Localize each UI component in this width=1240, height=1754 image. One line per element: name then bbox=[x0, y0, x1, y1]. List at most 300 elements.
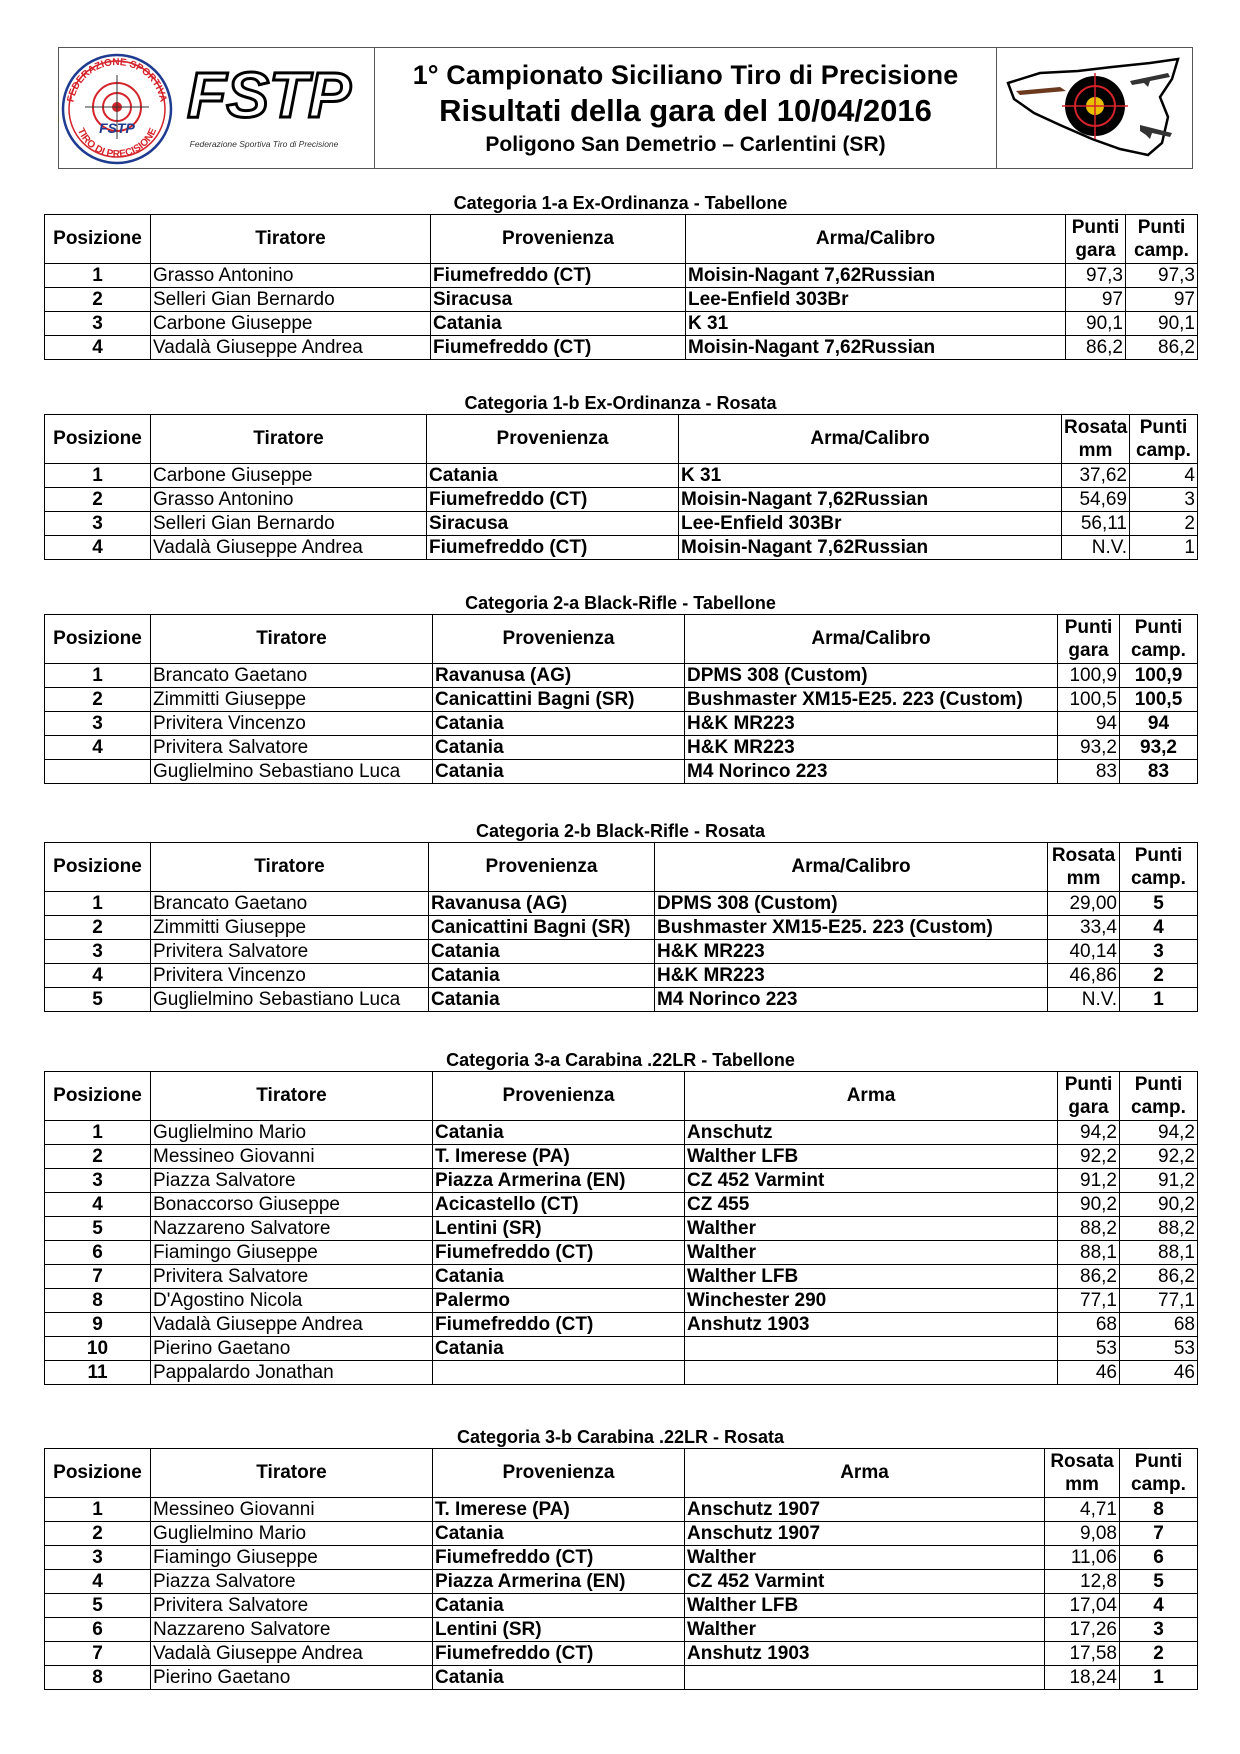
table-row bbox=[45, 1169, 1198, 1193]
cell-origin: Catania bbox=[429, 964, 655, 988]
cell-position: 7 bbox=[45, 1642, 151, 1666]
cell-origin: Fiumefreddo (CT) bbox=[433, 1313, 685, 1337]
cell-shooter: Pierino Gaetano bbox=[151, 1337, 433, 1361]
cell-position: 2 bbox=[45, 288, 151, 312]
cell-weapon bbox=[685, 1666, 1045, 1690]
cell-weapon: Walther LFB bbox=[685, 1265, 1058, 1289]
col-provenienza: Provenienza bbox=[429, 843, 655, 892]
cell-shooter: Guglielmino Sebastiano Luca bbox=[151, 760, 433, 784]
cell-weapon: Moisin-Nagant 7,62Russian bbox=[679, 488, 1062, 512]
cell-origin: Lentini (SR) bbox=[433, 1217, 685, 1241]
table-row bbox=[45, 536, 1198, 560]
col-tiratore: Tiratore bbox=[151, 843, 429, 892]
cell-origin: Siracusa bbox=[427, 512, 679, 536]
cell-score: 18,24 bbox=[1045, 1666, 1120, 1690]
col-tiratore: Tiratore bbox=[151, 415, 427, 464]
cell-position: 1 bbox=[45, 664, 151, 688]
table-row bbox=[45, 1498, 1198, 1522]
cell-weapon: Moisin-Nagant 7,62Russian bbox=[679, 536, 1062, 560]
cell-shooter: Nazzareno Salvatore bbox=[151, 1618, 433, 1642]
cell-weapon: Anshutz 1903 bbox=[685, 1313, 1058, 1337]
cell-score: 83 bbox=[1058, 760, 1120, 784]
cell-origin: Catania bbox=[433, 1522, 685, 1546]
cell-shooter: Privitera Vincenzo bbox=[151, 712, 433, 736]
cell-shooter: Vadalà Giuseppe Andrea bbox=[151, 536, 427, 560]
cell-score: 54,69 bbox=[1062, 488, 1130, 512]
sicily-map-emblem bbox=[996, 48, 1192, 168]
table-row bbox=[45, 1546, 1198, 1570]
cell-position: 3 bbox=[45, 1169, 151, 1193]
col-score: Rosata mm bbox=[1045, 1449, 1120, 1498]
cell-champ-points: 1 bbox=[1120, 1666, 1198, 1690]
cell-champ-points: 97 bbox=[1126, 288, 1198, 312]
cell-position: 3 bbox=[45, 712, 151, 736]
table-row bbox=[45, 288, 1198, 312]
cell-shooter: Vadalà Giuseppe Andrea bbox=[151, 336, 431, 360]
cell-position: 1 bbox=[45, 464, 151, 488]
table-row bbox=[45, 712, 1198, 736]
logo-big-text: FSTP bbox=[187, 58, 351, 131]
cell-position: 4 bbox=[45, 1193, 151, 1217]
cell-shooter: Guglielmino Mario bbox=[151, 1121, 433, 1145]
results-table bbox=[44, 1071, 1198, 1385]
cell-origin: Catania bbox=[433, 760, 685, 784]
cell-weapon: Lee-Enfield 303Br bbox=[679, 512, 1062, 536]
table-row bbox=[45, 916, 1198, 940]
cell-position bbox=[45, 760, 151, 784]
cell-weapon: H&K MR223 bbox=[685, 712, 1058, 736]
cell-origin: Catania bbox=[427, 464, 679, 488]
col-punti-camp: Punti camp. bbox=[1130, 415, 1198, 464]
cell-score: 68 bbox=[1058, 1313, 1120, 1337]
cell-score: 88,1 bbox=[1058, 1241, 1120, 1265]
table-header-row bbox=[45, 415, 1198, 464]
cell-weapon: M4 Norinco 223 bbox=[655, 988, 1048, 1012]
cell-score: 77,1 bbox=[1058, 1289, 1120, 1313]
table-row bbox=[45, 688, 1198, 712]
cell-shooter: Carbone Giuseppe bbox=[151, 312, 431, 336]
cell-shooter: Brancato Gaetano bbox=[151, 664, 433, 688]
cell-weapon: Anschutz bbox=[685, 1121, 1058, 1145]
col-punti-camp: Punti camp. bbox=[1120, 615, 1198, 664]
col-posizione: Posizione bbox=[45, 1449, 151, 1498]
col-tiratore: Tiratore bbox=[151, 1072, 433, 1121]
cell-shooter: Privitera Salvatore bbox=[151, 736, 433, 760]
cell-score: N.V. bbox=[1048, 988, 1120, 1012]
cell-champ-points: 94 bbox=[1120, 712, 1198, 736]
cell-position: 6 bbox=[45, 1241, 151, 1265]
cell-score: 4,71 bbox=[1045, 1498, 1120, 1522]
col-arma: Arma/Calibro bbox=[655, 843, 1048, 892]
cell-score: 17,26 bbox=[1045, 1618, 1120, 1642]
cell-shooter: Privitera Salvatore bbox=[151, 1265, 433, 1289]
cell-score: 86,2 bbox=[1058, 1265, 1120, 1289]
col-punti-camp: Punti camp. bbox=[1120, 1449, 1198, 1498]
cell-champ-points: 3 bbox=[1120, 1618, 1198, 1642]
cell-score: 94 bbox=[1058, 712, 1120, 736]
results-table bbox=[44, 614, 1198, 784]
cell-shooter: Messineo Giovanni bbox=[151, 1498, 433, 1522]
table-row bbox=[45, 988, 1198, 1012]
cell-shooter: D'Agostino Nicola bbox=[151, 1289, 433, 1313]
cell-weapon: DPMS 308 (Custom) bbox=[685, 664, 1058, 688]
cell-position: 2 bbox=[45, 1145, 151, 1169]
cell-champ-points: 2 bbox=[1120, 964, 1198, 988]
cell-weapon: K 31 bbox=[679, 464, 1062, 488]
table-header-row bbox=[45, 215, 1198, 264]
cell-weapon: Walther LFB bbox=[685, 1145, 1058, 1169]
cell-position: 10 bbox=[45, 1337, 151, 1361]
section-3a-tabellone bbox=[44, 1049, 1197, 1385]
results-title: Risultati della gara del 10/04/2016 bbox=[439, 92, 932, 128]
cell-position: 6 bbox=[45, 1618, 151, 1642]
cell-champ-points: 86,2 bbox=[1126, 336, 1198, 360]
col-provenienza: Provenienza bbox=[433, 1072, 685, 1121]
cell-champ-points: 5 bbox=[1120, 892, 1198, 916]
logo-tagline: Federazione Sportiva Tiro di Precisione bbox=[189, 138, 339, 149]
cell-position: 3 bbox=[45, 512, 151, 536]
cell-champ-points: 68 bbox=[1120, 1313, 1198, 1337]
cell-champ-points: 90,2 bbox=[1120, 1193, 1198, 1217]
cell-shooter: Brancato Gaetano bbox=[151, 892, 429, 916]
results-table bbox=[44, 1448, 1198, 1690]
cell-champ-points: 86,2 bbox=[1120, 1265, 1198, 1289]
cell-position: 11 bbox=[45, 1361, 151, 1385]
table-row bbox=[45, 464, 1198, 488]
cell-shooter: Carbone Giuseppe bbox=[151, 464, 427, 488]
cell-origin: Catania bbox=[433, 1337, 685, 1361]
col-provenienza: Provenienza bbox=[433, 1449, 685, 1498]
cell-origin: Fiumefreddo (CT) bbox=[433, 1642, 685, 1666]
cell-origin: T. Imerese (PA) bbox=[433, 1498, 685, 1522]
cell-position: 5 bbox=[45, 988, 151, 1012]
table-row bbox=[45, 512, 1198, 536]
table-row bbox=[45, 264, 1198, 288]
col-tiratore: Tiratore bbox=[151, 215, 431, 264]
table-row bbox=[45, 1145, 1198, 1169]
table-row bbox=[45, 736, 1198, 760]
col-provenienza: Provenienza bbox=[427, 415, 679, 464]
cell-shooter: Vadalà Giuseppe Andrea bbox=[151, 1642, 433, 1666]
cell-champ-points: 3 bbox=[1130, 488, 1198, 512]
col-punti-camp: Punti camp. bbox=[1126, 215, 1198, 264]
col-arma: Arma bbox=[685, 1072, 1058, 1121]
results-table bbox=[44, 414, 1198, 560]
cell-score: 90,2 bbox=[1058, 1193, 1120, 1217]
cell-weapon: Moisin-Nagant 7,62Russian bbox=[686, 336, 1066, 360]
header-titles bbox=[375, 48, 996, 168]
cell-weapon: CZ 452 Varmint bbox=[685, 1570, 1045, 1594]
cell-weapon: Walther bbox=[685, 1618, 1045, 1642]
cell-origin: Catania bbox=[433, 1121, 685, 1145]
cell-shooter: Privitera Salvatore bbox=[151, 940, 429, 964]
cell-weapon: Anshutz 1903 bbox=[685, 1642, 1045, 1666]
cell-shooter: Zimmitti Giuseppe bbox=[151, 688, 433, 712]
col-posizione: Posizione bbox=[45, 843, 151, 892]
cell-shooter: Piazza Salvatore bbox=[151, 1570, 433, 1594]
cell-shooter: Selleri Gian Bernardo bbox=[151, 512, 427, 536]
cell-score: 86,2 bbox=[1066, 336, 1126, 360]
cell-champ-points: 88,2 bbox=[1120, 1217, 1198, 1241]
cell-origin bbox=[433, 1361, 685, 1385]
logo-small-text: FSTP bbox=[99, 119, 135, 136]
cell-weapon: H&K MR223 bbox=[655, 940, 1048, 964]
cell-score: 97,3 bbox=[1066, 264, 1126, 288]
cell-champ-points: 1 bbox=[1120, 988, 1198, 1012]
championship-title: 1° Campionato Siciliano Tiro di Precisione bbox=[412, 59, 959, 90]
table-row bbox=[45, 1337, 1198, 1361]
col-provenienza: Provenienza bbox=[433, 615, 685, 664]
table-row bbox=[45, 1121, 1198, 1145]
cell-weapon: K 31 bbox=[686, 312, 1066, 336]
col-score: Rosata mm bbox=[1048, 843, 1120, 892]
col-punti-camp: Punti camp. bbox=[1120, 1072, 1198, 1121]
col-arma: Arma/Calibro bbox=[686, 215, 1066, 264]
fstp-logo bbox=[59, 48, 375, 168]
col-posizione: Posizione bbox=[45, 215, 151, 264]
cell-score: 53 bbox=[1058, 1337, 1120, 1361]
col-arma: Arma/Calibro bbox=[685, 615, 1058, 664]
cell-champ-points: 91,2 bbox=[1120, 1169, 1198, 1193]
cell-weapon: Walther LFB bbox=[685, 1594, 1045, 1618]
cell-weapon: Lee-Enfield 303Br bbox=[686, 288, 1066, 312]
col-tiratore: Tiratore bbox=[151, 615, 433, 664]
venue-subtitle: Poligono San Demetrio – Carlentini (SR) bbox=[485, 132, 886, 156]
cell-origin: Catania bbox=[433, 736, 685, 760]
cell-origin: Lentini (SR) bbox=[433, 1618, 685, 1642]
cell-champ-points: 77,1 bbox=[1120, 1289, 1198, 1313]
cell-shooter: Piazza Salvatore bbox=[151, 1169, 433, 1193]
cell-position: 2 bbox=[45, 488, 151, 512]
col-posizione: Posizione bbox=[45, 415, 151, 464]
cell-score: 46 bbox=[1058, 1361, 1120, 1385]
cell-score: 100,5 bbox=[1058, 688, 1120, 712]
cell-weapon: Anschutz 1907 bbox=[685, 1522, 1045, 1546]
cell-score: 91,2 bbox=[1058, 1169, 1120, 1193]
cell-score: 93,2 bbox=[1058, 736, 1120, 760]
cell-origin: Siracusa bbox=[431, 288, 686, 312]
section-1b-rosata bbox=[44, 392, 1197, 560]
cell-position: 4 bbox=[45, 336, 151, 360]
cell-score: 33,4 bbox=[1048, 916, 1120, 940]
cell-position: 4 bbox=[45, 736, 151, 760]
cell-position: 7 bbox=[45, 1265, 151, 1289]
table-header-row bbox=[45, 843, 1198, 892]
section-title: Categoria 2-a Black-Rifle - Tabellone bbox=[465, 593, 776, 613]
cell-origin: Catania bbox=[433, 1594, 685, 1618]
cell-champ-points: 94,2 bbox=[1120, 1121, 1198, 1145]
cell-champ-points: 4 bbox=[1120, 916, 1198, 940]
cell-origin: Catania bbox=[433, 712, 685, 736]
cell-shooter: Selleri Gian Bernardo bbox=[151, 288, 431, 312]
cell-origin: Catania bbox=[429, 940, 655, 964]
section-title: Categoria 1-b Ex-Ordinanza - Rosata bbox=[464, 393, 777, 413]
cell-position: 2 bbox=[45, 916, 151, 940]
section-1a-tabellone bbox=[44, 192, 1197, 360]
cell-score: 12,8 bbox=[1045, 1570, 1120, 1594]
cell-shooter: Guglielmino Sebastiano Luca bbox=[151, 988, 429, 1012]
cell-champ-points: 100,5 bbox=[1120, 688, 1198, 712]
cell-score: 100,9 bbox=[1058, 664, 1120, 688]
table-header-row bbox=[45, 1449, 1198, 1498]
cell-champ-points: 46 bbox=[1120, 1361, 1198, 1385]
cell-position: 1 bbox=[45, 1121, 151, 1145]
cell-shooter: Fiamingo Giuseppe bbox=[151, 1546, 433, 1570]
cell-origin: Catania bbox=[433, 1666, 685, 1690]
cell-champ-points: 100,9 bbox=[1120, 664, 1198, 688]
cell-shooter: Pappalardo Jonathan bbox=[151, 1361, 433, 1385]
col-score: Punti gara bbox=[1058, 1072, 1120, 1121]
cell-weapon: CZ 455 bbox=[685, 1193, 1058, 1217]
cell-origin: Fiumefreddo (CT) bbox=[433, 1241, 685, 1265]
cell-position: 4 bbox=[45, 964, 151, 988]
cell-score: 88,2 bbox=[1058, 1217, 1120, 1241]
cell-score: 56,11 bbox=[1062, 512, 1130, 536]
cell-origin: Ravanusa (AG) bbox=[429, 892, 655, 916]
cell-champ-points: 4 bbox=[1120, 1594, 1198, 1618]
cell-origin: Catania bbox=[431, 312, 686, 336]
cell-champ-points: 97,3 bbox=[1126, 264, 1198, 288]
table-row bbox=[45, 760, 1198, 784]
cell-score: 37,62 bbox=[1062, 464, 1130, 488]
sicily-target-icon bbox=[1000, 51, 1190, 166]
section-title: Categoria 2-b Black-Rifle - Rosata bbox=[475, 821, 766, 841]
cell-weapon: Winchester 290 bbox=[685, 1289, 1058, 1313]
table-row bbox=[45, 1289, 1198, 1313]
cell-weapon bbox=[685, 1361, 1058, 1385]
col-arma: Arma bbox=[685, 1449, 1045, 1498]
table-row bbox=[45, 488, 1198, 512]
cell-champ-points: 90,1 bbox=[1126, 312, 1198, 336]
cell-weapon: Bushmaster XM15-E25. 223 (Custom) bbox=[655, 916, 1048, 940]
fstp-logo-graphic bbox=[59, 49, 374, 168]
results-table bbox=[44, 214, 1198, 360]
document-header bbox=[58, 47, 1193, 169]
cell-position: 4 bbox=[45, 1570, 151, 1594]
cell-origin: Catania bbox=[433, 1265, 685, 1289]
logo-ring-top-text: FEDERAZIONE SPORTIVA bbox=[65, 56, 169, 103]
cell-origin: Canicattini Bagni (SR) bbox=[429, 916, 655, 940]
cell-position: 3 bbox=[45, 312, 151, 336]
cell-position: 2 bbox=[45, 688, 151, 712]
cell-score: 17,58 bbox=[1045, 1642, 1120, 1666]
cell-shooter: Grasso Antonino bbox=[151, 488, 427, 512]
cell-position: 1 bbox=[45, 892, 151, 916]
cell-weapon: Bushmaster XM15-E25. 223 (Custom) bbox=[685, 688, 1058, 712]
cell-champ-points: 2 bbox=[1130, 512, 1198, 536]
cell-score: N.V. bbox=[1062, 536, 1130, 560]
cell-champ-points: 4 bbox=[1130, 464, 1198, 488]
col-punti-camp: Punti camp. bbox=[1120, 843, 1198, 892]
cell-position: 8 bbox=[45, 1289, 151, 1313]
cell-position: 1 bbox=[45, 264, 151, 288]
cell-champ-points: 3 bbox=[1120, 940, 1198, 964]
cell-origin: Canicattini Bagni (SR) bbox=[433, 688, 685, 712]
col-tiratore: Tiratore bbox=[151, 1449, 433, 1498]
section-title: Categoria 3-b Carabina .22LR - Rosata bbox=[456, 1427, 785, 1447]
cell-origin: Piazza Armerina (EN) bbox=[433, 1169, 685, 1193]
table-row bbox=[45, 892, 1198, 916]
cell-weapon bbox=[685, 1337, 1058, 1361]
logo-ring-bottom-text: TIRO DI PRECISIONE bbox=[74, 126, 160, 160]
cell-score: 90,1 bbox=[1066, 312, 1126, 336]
cell-score: 92,2 bbox=[1058, 1145, 1120, 1169]
cell-score: 11,06 bbox=[1045, 1546, 1120, 1570]
col-posizione: Posizione bbox=[45, 615, 151, 664]
cell-score: 94,2 bbox=[1058, 1121, 1120, 1145]
section-3b-rosata bbox=[44, 1426, 1197, 1690]
section-2b-rosata bbox=[44, 820, 1197, 1012]
table-row bbox=[45, 1666, 1198, 1690]
table-row bbox=[45, 1193, 1198, 1217]
cell-weapon: CZ 452 Varmint bbox=[685, 1169, 1058, 1193]
cell-champ-points: 88,1 bbox=[1120, 1241, 1198, 1265]
cell-shooter: Fiamingo Giuseppe bbox=[151, 1241, 433, 1265]
cell-shooter: Grasso Antonino bbox=[151, 264, 431, 288]
table-row bbox=[45, 940, 1198, 964]
table-row bbox=[45, 336, 1198, 360]
cell-champ-points: 7 bbox=[1120, 1522, 1198, 1546]
cell-position: 2 bbox=[45, 1522, 151, 1546]
table-header-row bbox=[45, 1072, 1198, 1121]
table-row bbox=[45, 664, 1198, 688]
table-row bbox=[45, 1265, 1198, 1289]
cell-origin: Fiumefreddo (CT) bbox=[427, 488, 679, 512]
cell-origin: Fiumefreddo (CT) bbox=[433, 1546, 685, 1570]
table-row bbox=[45, 1570, 1198, 1594]
cell-position: 9 bbox=[45, 1313, 151, 1337]
cell-score: 17,04 bbox=[1045, 1594, 1120, 1618]
cell-weapon: Walther bbox=[685, 1217, 1058, 1241]
cell-origin: Acicastello (CT) bbox=[433, 1193, 685, 1217]
table-row bbox=[45, 964, 1198, 988]
cell-origin: Piazza Armerina (EN) bbox=[433, 1570, 685, 1594]
section-2a-tabellone bbox=[44, 592, 1197, 784]
col-score: Rosata mm bbox=[1062, 415, 1130, 464]
results-table bbox=[44, 842, 1198, 1012]
table-row bbox=[45, 312, 1198, 336]
cell-position: 3 bbox=[45, 940, 151, 964]
cell-weapon: Moisin-Nagant 7,62Russian bbox=[686, 264, 1066, 288]
col-score: Punti gara bbox=[1058, 615, 1120, 664]
cell-shooter: Messineo Giovanni bbox=[151, 1145, 433, 1169]
cell-score: 40,14 bbox=[1048, 940, 1120, 964]
cell-origin: T. Imerese (PA) bbox=[433, 1145, 685, 1169]
cell-shooter: Privitera Vincenzo bbox=[151, 964, 429, 988]
cell-weapon: M4 Norinco 223 bbox=[685, 760, 1058, 784]
section-title: Categoria 1-a Ex-Ordinanza - Tabellone bbox=[453, 193, 788, 213]
cell-origin: Catania bbox=[429, 988, 655, 1012]
cell-position: 5 bbox=[45, 1594, 151, 1618]
cell-champ-points: 93,2 bbox=[1120, 736, 1198, 760]
cell-shooter: Privitera Salvatore bbox=[151, 1594, 433, 1618]
cell-weapon: DPMS 308 (Custom) bbox=[655, 892, 1048, 916]
cell-weapon: Walther bbox=[685, 1241, 1058, 1265]
cell-position: 8 bbox=[45, 1666, 151, 1690]
cell-score: 29,00 bbox=[1048, 892, 1120, 916]
cell-champ-points: 5 bbox=[1120, 1570, 1198, 1594]
cell-origin: Palermo bbox=[433, 1289, 685, 1313]
cell-score: 9,08 bbox=[1045, 1522, 1120, 1546]
col-score: Punti gara bbox=[1066, 215, 1126, 264]
cell-position: 5 bbox=[45, 1217, 151, 1241]
table-row bbox=[45, 1217, 1198, 1241]
section-title: Categoria 3-a Carabina .22LR - Tabellone bbox=[446, 1050, 795, 1070]
cell-champ-points: 83 bbox=[1120, 760, 1198, 784]
cell-shooter: Vadalà Giuseppe Andrea bbox=[151, 1313, 433, 1337]
table-row bbox=[45, 1313, 1198, 1337]
table-row bbox=[45, 1241, 1198, 1265]
